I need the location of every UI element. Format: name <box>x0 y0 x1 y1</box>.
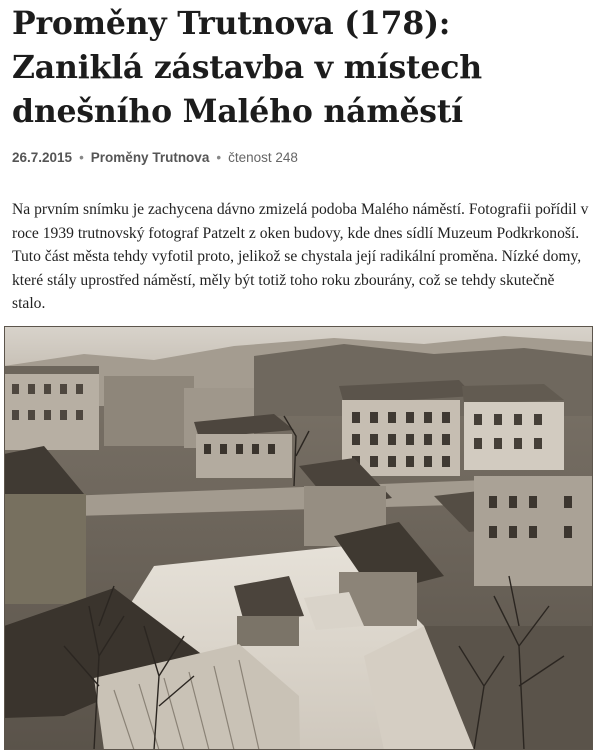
article-title[interactable]: Proměny Trutnova (178): Zaniklá zástavba v místech dnešního Malého náměstí <box>12 5 482 130</box>
meta-separator: • <box>79 150 84 165</box>
meta-separator: • <box>216 150 222 165</box>
publish-date: 26.7.2015 <box>12 150 73 165</box>
article-lead: Na prvním snímku je zachycena dávno zmizelá podoba Malého náměstí. Fotografii pořídil v roce 1939 trutnovský fotograf Patzelt z oken budovy, kde dnes sídlí Muzeum Podkrkonoší. Tuto část města tehdy vyfotil proto, jelikož se chystala její radikální proměna. Nízké domy, které stály uprostřed náměstí, měly být totiž toho roku zbourány, což se tehdy skutečně stalo. <box>12 201 589 312</box>
historic-photo-illustration <box>4 326 593 750</box>
article-meta <box>12 150 298 165</box>
category-link[interactable]: Proměny Trutnova <box>90 150 210 165</box>
historic-photo[interactable] <box>4 326 593 750</box>
read-count: čtenost 248 <box>228 150 298 165</box>
